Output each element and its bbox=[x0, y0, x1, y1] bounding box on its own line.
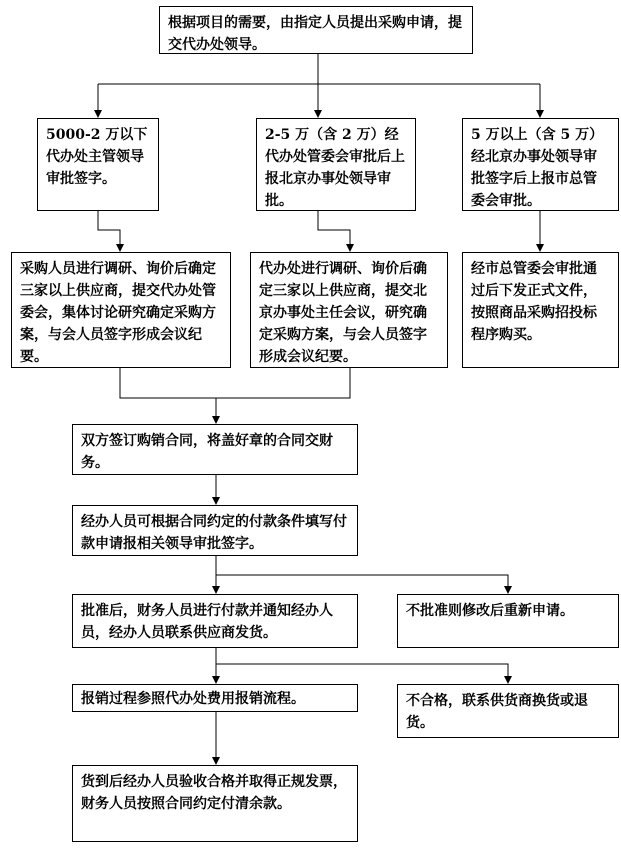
payment-request-box bbox=[72, 505, 358, 556]
process-b-box bbox=[250, 252, 448, 368]
tier-b-text: 2-5 万（含 2 万）经代办处管委会审批后上报北京办事处领导审批。 bbox=[265, 127, 405, 209]
payment-request-text: 经办人员可根据合同约定的付款条件填写付款申请报相关领导审批签字。 bbox=[81, 514, 347, 552]
contract-text: 双方签订购销合同，将盖好章的合同交财务。 bbox=[81, 433, 333, 471]
final-text: 货到后经办人员验收合格并取得正规发票，财务人员按照合同约定付清余款。 bbox=[81, 774, 347, 812]
process-a-box bbox=[11, 252, 231, 368]
process-a-text: 采购人员进行调研、询价后确定三家以上供应商，提交代办处管委会，集体讨论研究确定采购方案，与会人员签字形成会议纪要。 bbox=[20, 261, 216, 365]
reimburse-box bbox=[72, 684, 358, 712]
process-c-text: 经市总管委会审批通过后下发正式文件，按照商品采购招投标程序购买。 bbox=[471, 261, 597, 343]
not-approved-text: 不批准则修改后重新申请。 bbox=[406, 603, 574, 619]
tier-a-box bbox=[37, 118, 159, 211]
unqualified-box bbox=[397, 684, 619, 738]
not-approved-box bbox=[397, 594, 619, 648]
tier-a-text: 5000-2 万以下代办处主管领导审批签字。 bbox=[46, 127, 148, 187]
tier-b-box bbox=[256, 118, 416, 211]
process-c-box bbox=[462, 252, 619, 368]
start-text: 根据项目的需要，由指定人员提出采购申请，提交代办处领导。 bbox=[168, 15, 462, 53]
contract-box bbox=[72, 424, 358, 475]
tier-c-box bbox=[462, 118, 619, 211]
unqualified-text: 不合格，联系供货商换货或退货。 bbox=[406, 693, 588, 731]
approved-text: 批准后，财务人员进行付款并通知经办人员，经办人员联系供应商发货。 bbox=[81, 603, 333, 641]
approved-box bbox=[72, 594, 358, 648]
process-b-text: 代办处进行调研、询价后确定三家以上供应商，提交北京办事处主任会议，研究确定采购方案，与会人员签字形成会议纪要。 bbox=[259, 261, 427, 365]
tier-c-text: 5 万以上（含 5 万）经北京办事处领导审批签字后上报市总管委会审批。 bbox=[471, 127, 604, 209]
final-box bbox=[72, 765, 358, 842]
start-box bbox=[159, 6, 473, 54]
reimburse-text: 报销过程参照代办处费用报销流程。 bbox=[81, 691, 305, 707]
